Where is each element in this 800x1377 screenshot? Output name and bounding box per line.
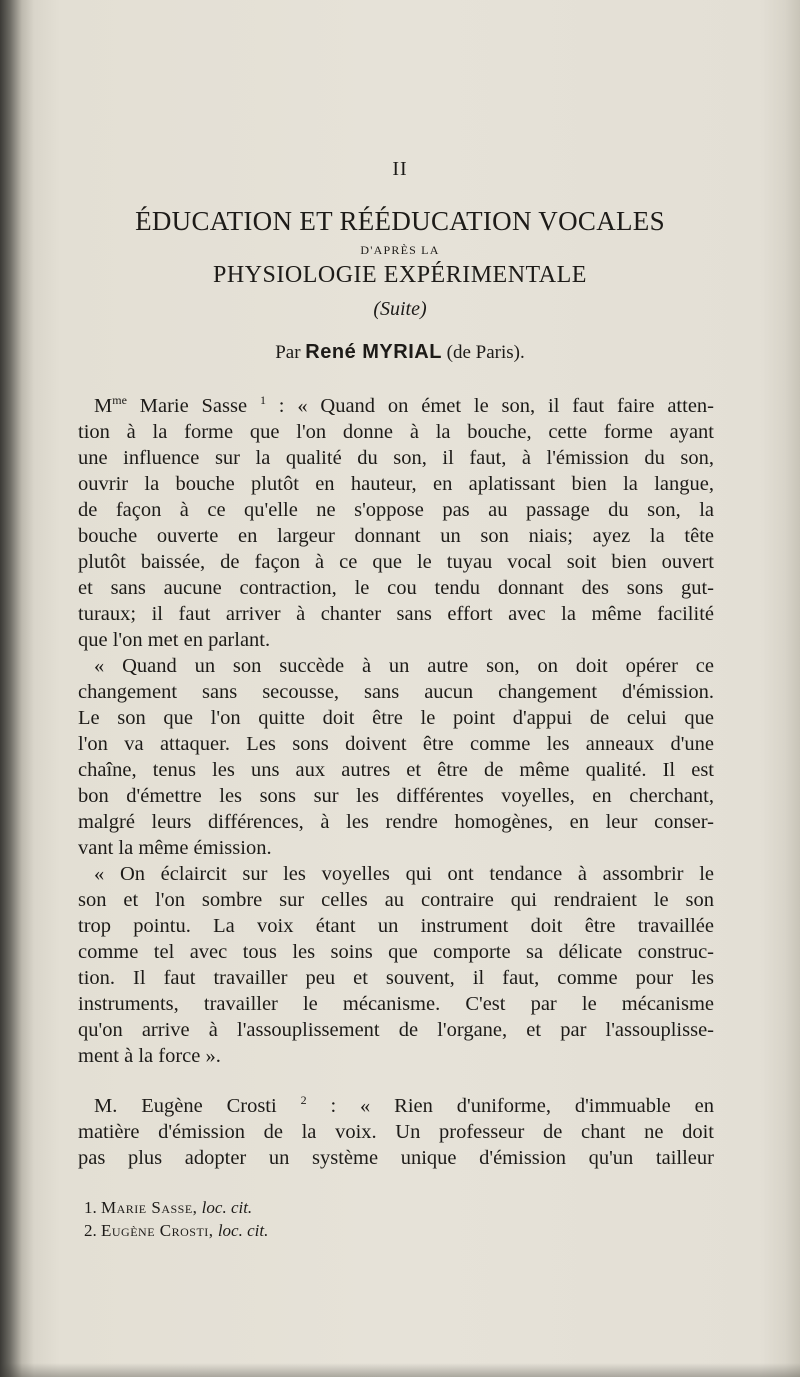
text-line: matière d'émission de la voix. Un professeur de chant ne doit [78, 1121, 714, 1143]
paragraph-2 [78, 653, 714, 861]
text-line: l'on va attaquer. Les sons doivent être comme les anneaux d'une [78, 733, 714, 755]
paragraph-3 [78, 861, 714, 1069]
paragraph-crosti [78, 1093, 714, 1171]
author-name: René MYRIAL [305, 341, 442, 363]
text-line: changement sans secousse, sans aucun changement d'émission. [78, 681, 714, 703]
speaker-name: Marie Sasse [126, 395, 248, 417]
footnote-ref-2: 2 [300, 1093, 307, 1107]
text-line: chaîne, tenus les uns aux autres et être de même qualité. Il est [78, 759, 714, 781]
footnote-ref: loc. cit. [201, 1198, 253, 1217]
text-line [78, 1093, 714, 1119]
byline-prefix: Par [275, 342, 306, 363]
text-line: qu'on arrive à l'assouplissement de l'organe, et par l'assouplisse- [78, 1019, 714, 1041]
text-line: vant la même émission. [78, 837, 272, 859]
text-line: malgré leurs différences, à les rendre homogènes, en leur conser- [78, 811, 714, 833]
footnote-1 [84, 1196, 268, 1219]
honorific-sup: me [112, 393, 127, 407]
text-line: que l'on met en parlant. [78, 629, 271, 651]
text-line: « Quand un son succède à un autre son, on doit opérer ce [94, 655, 714, 677]
suite-label: (Suite) [373, 298, 427, 320]
title-line-2: PHYSIOLOGIE EXPÉRIMENTALE [213, 262, 587, 288]
speaker-name: M. Eugène Crosti [94, 1095, 277, 1117]
footnote-number: 1. [84, 1198, 97, 1217]
text-line: une influence sur la qualité du son, il faut, à l'émission du son, [78, 447, 714, 469]
text-line [78, 393, 714, 419]
text-line: bouche ouverte en largeur donnant un son niais; ayez la tête [78, 525, 714, 547]
footnotes [84, 1196, 268, 1242]
title-connector: D'APRÈS LA [360, 243, 440, 257]
text-line: tion. Il faut travailler peu et souvent, il faut, comme pour les [78, 967, 714, 989]
text-line: son et l'on sombre sur celles au contraire qui rendraient le son [78, 889, 714, 911]
text-line: tion à la forme que l'on donne à la bouche, cette forme ayant [78, 421, 714, 443]
footnote-ref-1: 1 [259, 393, 266, 407]
text-line: de façon à ce qu'elle ne s'oppose pas au passage du son, la [78, 499, 714, 521]
text-line: « On éclaircit sur les voyelles qui ont tendance à assombrir le [94, 863, 714, 885]
line-rest: : « Quand on émet le son, il faut faire atten- [265, 395, 714, 417]
footnote-2 [84, 1219, 268, 1242]
footnote-name: Eugène Crosti, [101, 1221, 214, 1240]
byline [0, 341, 800, 364]
footnote-ref: loc. cit. [217, 1221, 269, 1240]
chapter-number: II [392, 158, 408, 180]
text-line: Le son que l'on quitte doit être le point d'appui de celui que [78, 707, 714, 729]
paragraph-sasse [78, 393, 714, 653]
text-line: ment à la force ». [78, 1045, 221, 1067]
title-line-1: ÉDUCATION ET RÉÉDUCATION VOCALES [135, 206, 665, 236]
line-rest: : « Rien d'uniforme, d'immuable en [306, 1095, 714, 1117]
honorific: M [94, 395, 113, 417]
footnote-number: 2. [84, 1221, 97, 1240]
text-line: plutôt baissée, de façon à ce que le tuyau vocal soit bien ouvert [78, 551, 714, 573]
text-line: turaux; il faut arriver à chanter sans effort avec la même facilité [78, 603, 714, 625]
text-line: trop pointu. La voix étant un instrument doit être travaillée [78, 915, 714, 937]
text-line: et sans aucune contraction, le cou tendu donnant des sons gut- [78, 577, 714, 599]
text-line: instruments, travailler le mécanisme. C'est par le mécanisme [78, 993, 714, 1015]
text-line: comme tel avec tous les soins que comporte sa délicate construc- [78, 941, 714, 963]
text-line: pas plus adopter un système unique d'émission qu'un tailleur [78, 1147, 714, 1169]
footnote-name: Marie Sasse, [101, 1198, 198, 1217]
text-line: bon d'émettre les sons sur les différentes voyelles, en cherchant, [78, 785, 714, 807]
text-line: ouvrir la bouche plutôt en hauteur, en aplatissant bien la langue, [78, 473, 714, 495]
byline-suffix: (de Paris). [441, 342, 525, 363]
